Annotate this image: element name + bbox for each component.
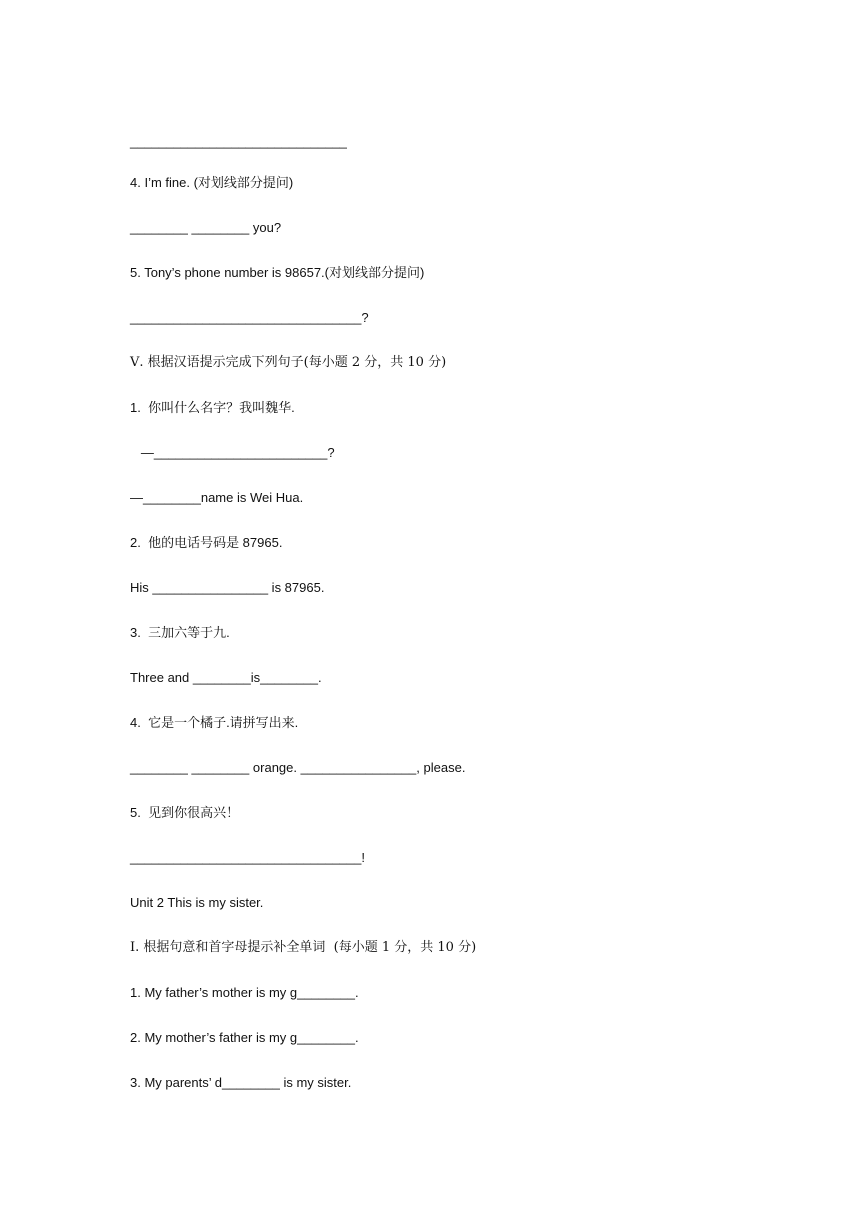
section-5-question-1: 1. 你叫什么名字？我叫魏华.	[130, 400, 295, 415]
section-5-question-5-blank: ________________________________!	[130, 850, 365, 865]
section-5-question-2-blank: His ________________ is 87965.	[130, 580, 325, 595]
section-5-question-5: 5. 见到你很高兴！	[130, 805, 240, 820]
question-5-prompt: 5. Tony’s phone number is 98657.(对划线部分提问)	[130, 265, 425, 280]
section-5-heading: Ⅴ. 根据汉语提示完成下列句子(每小题 2 分，共 10 分)	[130, 355, 447, 370]
section-5-question-1-blank-b: —________name is Wei Hua.	[130, 490, 304, 505]
question-4-prompt: 4. I’m fine. (对划线部分提问)	[130, 175, 294, 190]
section-1-question-1: 1. My father’s mother is my g________.	[130, 985, 359, 1000]
section-1-question-3: 3. My parents’ d________ is my sister.	[130, 1075, 352, 1090]
section-5-question-3: 3. 三加六等于九.	[130, 625, 230, 640]
question-5-answer-blank: ________________________________?	[130, 310, 369, 325]
section-1-heading: Ⅰ. 根据句意和首字母提示补全单词 (每小题 1 分，共 10 分)	[130, 940, 477, 955]
question-4-answer-blank: ________ ________ you?	[130, 220, 282, 235]
section-5-question-1-blank-a: —________________________?	[130, 445, 335, 460]
section-5-question-2: 2. 他的电话号码是 87965.	[130, 535, 283, 550]
section-1-question-2: 2. My mother’s father is my g________.	[130, 1030, 359, 1045]
section-5-question-3-blank: Three and ________is________.	[130, 670, 322, 685]
section-5-question-4-blank: ________ ________ orange. ________________, please.	[130, 760, 466, 775]
answer-blank-line: ______________________________	[130, 134, 347, 149]
section-5-question-4: 4. 它是一个橘子.请拼写出来.	[130, 715, 299, 730]
unit-title: Unit 2 This is my sister.	[130, 895, 264, 910]
